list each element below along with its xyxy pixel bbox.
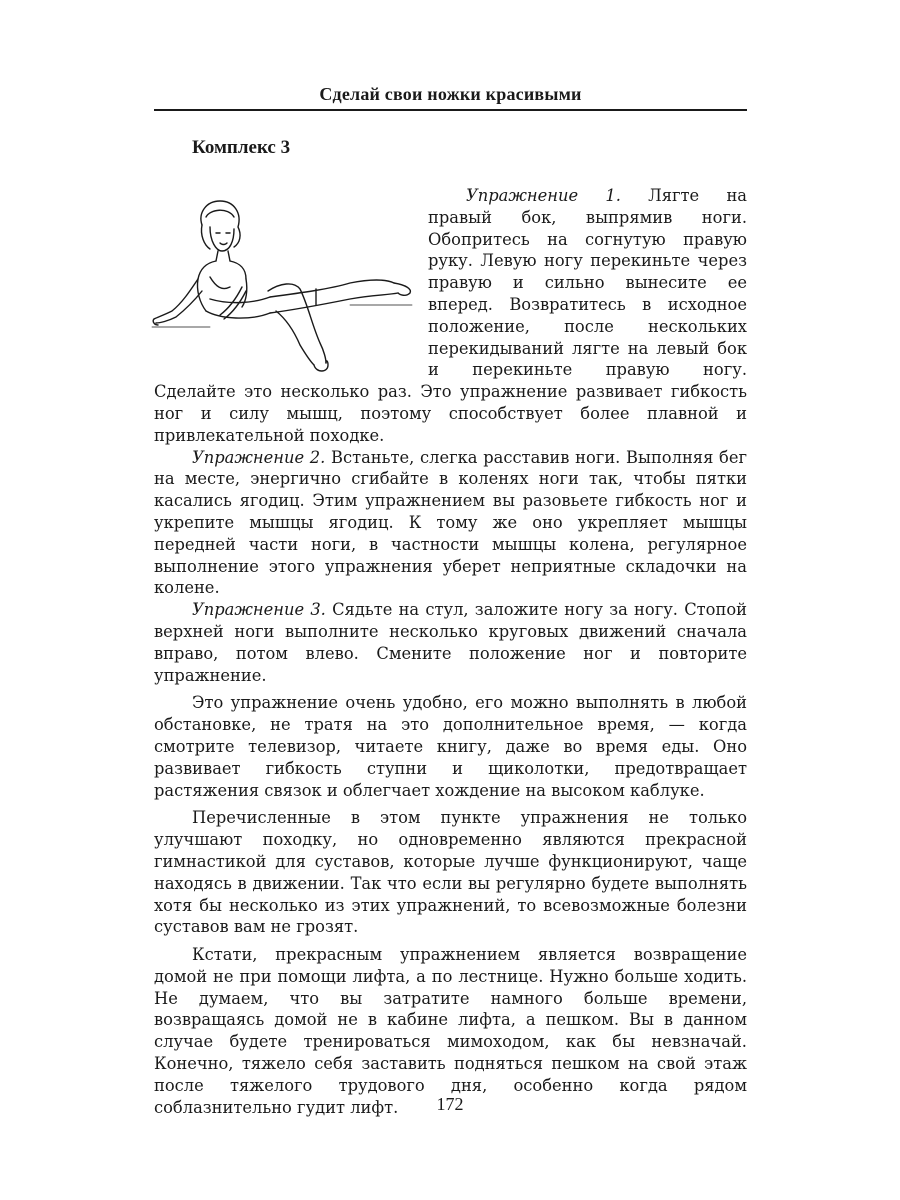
exercise-3-lead: Упражнение 3.	[192, 600, 326, 620]
exercise-3-text: Сядьте на стул, заложите ногу за ногу. Стопой верхней ноги выполните несколько круговых движений сначала вправо, потом влево. Смените положение ног и повторите упражнение.	[154, 600, 747, 685]
exercise-1-lead: Упражнение 1.	[466, 186, 621, 205]
paragraph-exercise-1	[154, 185, 747, 447]
paragraph-exercise-2	[154, 447, 747, 600]
exercise-2-text: Встаньте, слегка расставив ноги. Выполняя бег на месте, энергично сгибайте в коленях ноги так, чтобы пятки касались ягодиц. Этим упражнением вы разовьете гибкость ног и укрепите мышцы ягодиц. К тому же оно укрепляет мышцы передней части ноги, в частности мышцы колена, регулярное выполнение этого упражнения уберет неприятные складочки на колене.	[154, 447, 747, 598]
exercise-1-text: Лягте на правый бок, выпрямив ноги. Обопритесь на согнутую правую руку. Левую ногу перекиньте через правую и сильно вынесите ее вперед. Возвратитесь в исходное положение, после нескольких перекидываний лягте на левый бок и перекиньте правую ногу. Сделайте это несколько раз. Это упражнение развивает гибкость ног и силу мышц, поэтому способствует более плавной и привлекательной походке.	[154, 186, 747, 445]
section-title: Комплекс 3	[192, 137, 291, 158]
paragraph-exercise-3	[154, 599, 747, 686]
paragraph-convenience: Это упражнение очень удобно, его можно выполнять в любой обстановке, не тратя на это дополнительное время, — когда смотрите телевизор, читаете книгу, даже во время еды. Оно развивает гибкость ступни и щиколотки, предотвращает растяжения связок и облегчает хождение на высоком каблуке.	[154, 693, 747, 800]
running-head: Сделай свои ножки красивыми	[154, 84, 747, 111]
paragraph-stairs: Кстати, прекрасным упражнением является возвращение домой не при помощи лифта, а по лестнице. Нужно больше ходить. Не думаем, что вы затратите намного больше времени, возвращаясь домой не в кабине лифта, а пешком. Вы в данном случае будете тренироваться мимоходом, как бы невзначай. Конечно, тяжело себя заставить подняться пешком на свой этаж после тяжелого трудового дня, особенно когда рядом соблазнительно гудит лифт.	[154, 945, 747, 1117]
paragraph-joints: Перечисленные в этом пункте упражнения не только улучшают походку, но одновременно являются прекрасной гимнастикой для суставов, которые лучше функционируют, чаще находясь в движении. Так что если вы регулярно будете выполнять хотя бы несколько из этих упражнений, то всевозможные болезни суставов вам не грозят.	[154, 808, 747, 937]
exercise-illustration	[150, 187, 418, 373]
exercise-2-lead: Упражнение 2.	[192, 447, 326, 467]
page-number: 172	[436, 1094, 464, 1114]
book-page	[154, 84, 747, 1118]
